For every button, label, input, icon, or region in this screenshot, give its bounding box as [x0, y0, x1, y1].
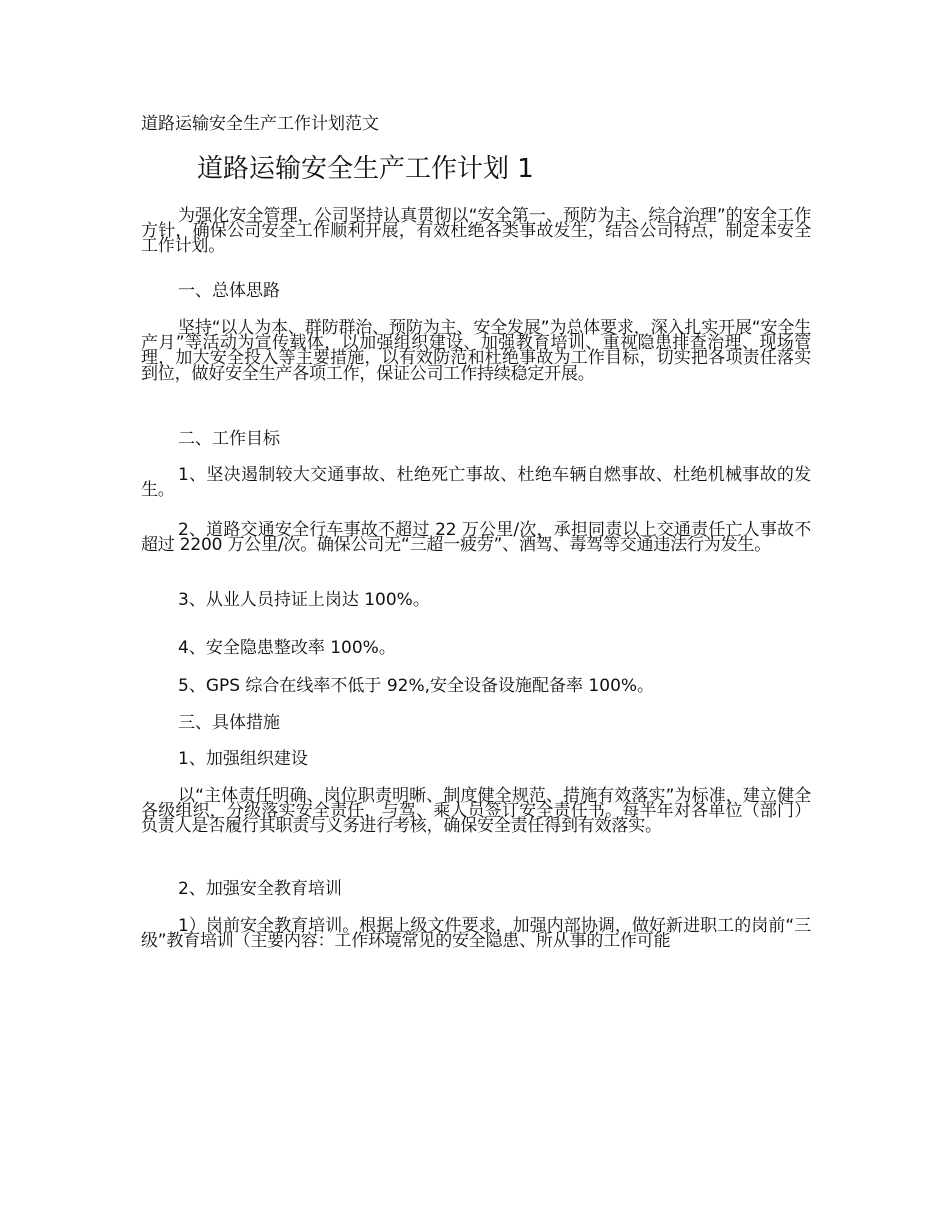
measure-heading-organization: 1、加强组织建设 [178, 749, 308, 769]
measure-body-organization: 以“主体责任明确、岗位职责明晰、制度健全规范、措施有效落实”为标准，建立健全各级组织，分级落实安全责任，与驾、乘人员签订安全责任书。每半年对各单位（部门）负责人是否履行其职责与义务进行考核，确保安全责任得到有效落实。 [141, 786, 811, 837]
document-title: 道路运输安全生产工作计划 1 [197, 154, 534, 184]
section-heading-work-goals: 二、工作目标 [178, 429, 280, 449]
goal-item-1: 1、坚决遏制较大交通事故、杜绝死亡事故、杜绝车辆自燃事故、杜绝机械事故的发生。 [141, 465, 811, 501]
goal-item-2: 2、道路交通安全行车事故不超过 22 万公里/次，承担同责以上交通责任亡人事故不超过 2200 万公里/次。确保公司无“三超一疲劳”、酒驾、毒驾等交通违法行为发生。 [141, 520, 811, 556]
document-label: 道路运输安全生产工作计划范文 [141, 114, 379, 134]
measure-heading-safety-training: 2、加强安全教育培训 [178, 879, 342, 899]
goal-item-4: 4、安全隐患整改率 100%。 [178, 638, 396, 658]
measure-body-safety-training: 1）岗前安全教育培训。根据上级文件要求，加强内部协调，做好新进职工的岗前“三级”教育培训（主要内容：工作环境常见的安全隐患、所从事的工作可能 [141, 916, 811, 952]
goal-item-3: 3、从业人员持证上岗达 100%。 [178, 590, 430, 610]
intro-paragraph: 为强化安全管理，公司坚持认真贯彻以“安全第一、预防为主、综合治理”的安全工作方针，确保公司安全工作顺利开展，有效杜绝各类事故发生，结合公司特点，制定本安全工作计划。 [141, 206, 811, 257]
goal-item-5: 5、GPS 综合在线率不低于 92%,安全设备设施配备率 100%。 [178, 676, 655, 696]
section-body-overall-approach: 坚持“以人为本、群防群治、预防为主、安全发展”为总体要求，深入扎实开展“安全生产月”等活动为宣传载体，以加强组织建设、加强教育培训、重视隐患排查治理、现场管理，加大安全投入等主要措施，以有效防范和杜绝事故为工作目标，切实把各项责任落实到位，做好安全生产各项工作，保证公司工作持续稳定开展。 [141, 318, 811, 384]
section-heading-overall-approach: 一、总体思路 [178, 281, 280, 301]
section-heading-specific-measures: 三、具体措施 [178, 713, 280, 733]
